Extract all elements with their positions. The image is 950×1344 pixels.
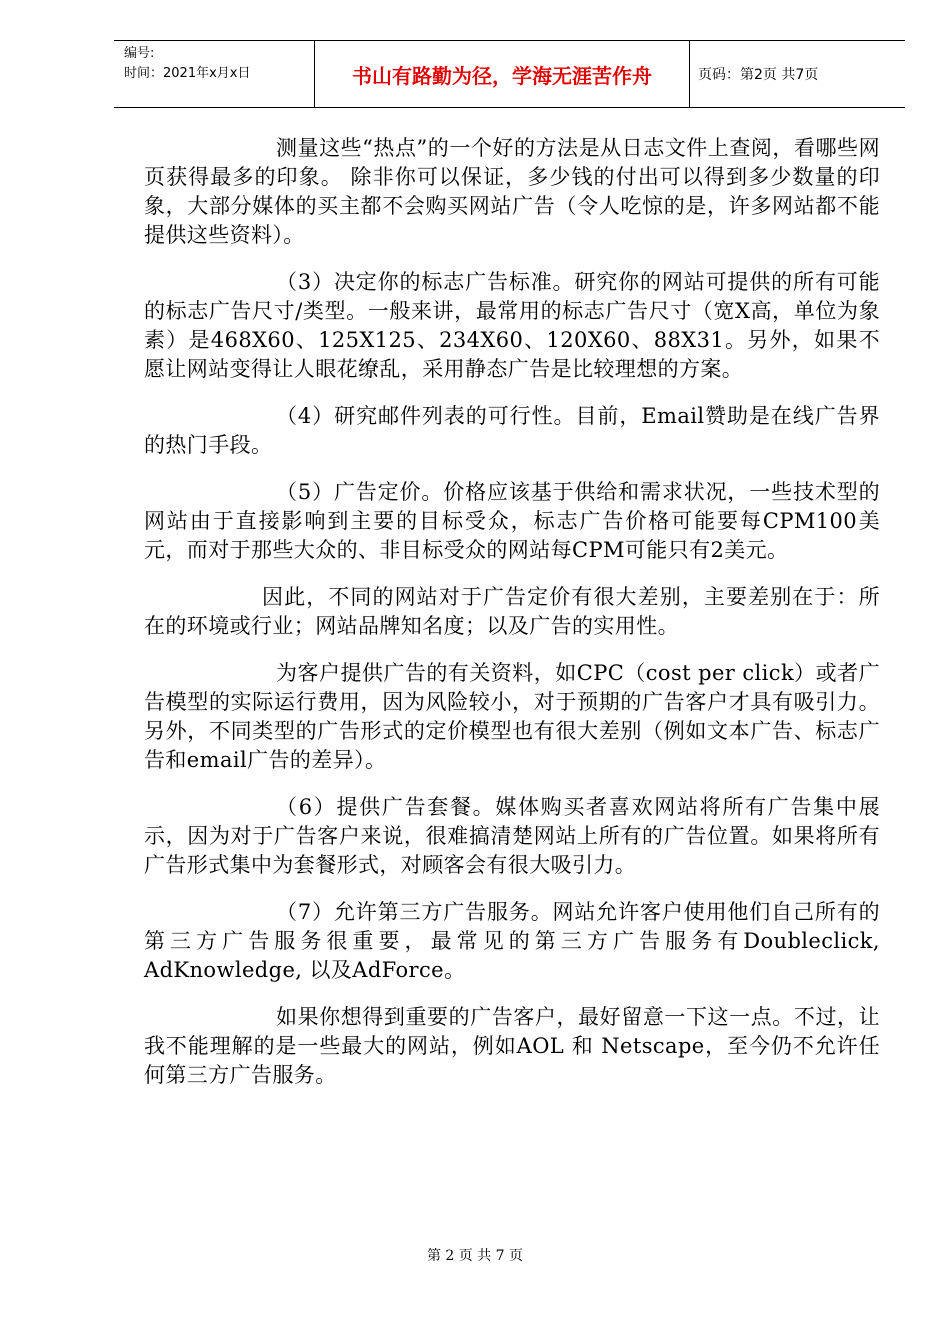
page-header xyxy=(114,40,905,108)
paragraph-pricing-differences: 因此，不同的网站对于广告定价有很大差别，主要差别在于：所在的环境或行业；网站品牌知名度；以及广告的实用性。 xyxy=(144,585,880,638)
paragraph-ad-package: （6）提供广告套餐。媒体购买者喜欢网站将所有广告集中展示，因为对于广告客户来说，很难搞清楚网站上所有的广告位置。如果将所有广告形式集中为套餐形式，对顾客会有很大吸引力。 xyxy=(144,795,880,877)
paragraph-client-info: 为客户提供广告的有关资料，如CPC（cost per click）或者广告模型的实际运行费用，因为风险较小，对于预期的广告客户才具有吸引力。另外，不同类型的广告形式的定价模型也有很大差别（例如文本广告、标志广告和email广告的差异）。 xyxy=(144,661,880,772)
header-motto: 书山有路勤为径，学海无涯苦作舟 xyxy=(315,41,690,107)
serial-label: 编号: xyxy=(124,46,155,61)
paragraph-hotspots: 测量这些“热点”的一个好的方法是从日志文件上查阅，看哪些网页获得最多的印象。 除非你可以保证，多少钱的付出可以得到多少数量的印象，大部分媒体的买主都不会购买网站广告（令人吃惊的是，许多网站都不能提供这些资料）。 xyxy=(144,136,880,247)
time-label: 时间：2021年x月x日 xyxy=(124,66,251,81)
paragraph-banner-standard: （3）决定你的标志广告标准。研究你的网站可提供的所有可能的标志广告尺寸/类型。一般来讲，最常用的标志广告尺寸（宽X高，单位为象素）是468X60、125X125、234X60、120X60、88X31。另外，如果不愿让网站变得让人眼花缭乱，采用静态广告是比较理想的方案。 xyxy=(144,270,880,381)
paragraph-ad-pricing: （5）广告定价。价格应该基于供给和需求状况，一些技术型的网站由于直接影响到主要的目标受众，标志广告价格可能要每CPM100美元，而对于那些大众的、非目标受众的网站每CPM可能只有2美元。 xyxy=(144,480,880,562)
header-meta xyxy=(114,41,315,107)
page-footer: 第 2 页 共 7 页 xyxy=(426,1248,524,1264)
document-body xyxy=(144,134,880,1108)
paragraph-conclusion: 如果你想得到重要的广告客户，最好留意一下这一点。不过，让我不能理解的是一些最大的网站，例如AOL 和 Netscape，至今仍不允许任何第三方广告服务。 xyxy=(144,1005,880,1087)
paragraph-mailing-list: （4）研究邮件列表的可行性。目前，Email赞助是在线广告界的热门手段。 xyxy=(144,404,880,457)
paragraph-third-party: （7）允许第三方广告服务。网站允许客户使用他们自己所有的第三方广告服务很重要，最常见的第三方广告服务有Doubleclick, AdKnowledge, 以及AdForce。 xyxy=(144,900,880,982)
header-page-label: 页码：第2页 共7页 xyxy=(698,67,819,83)
